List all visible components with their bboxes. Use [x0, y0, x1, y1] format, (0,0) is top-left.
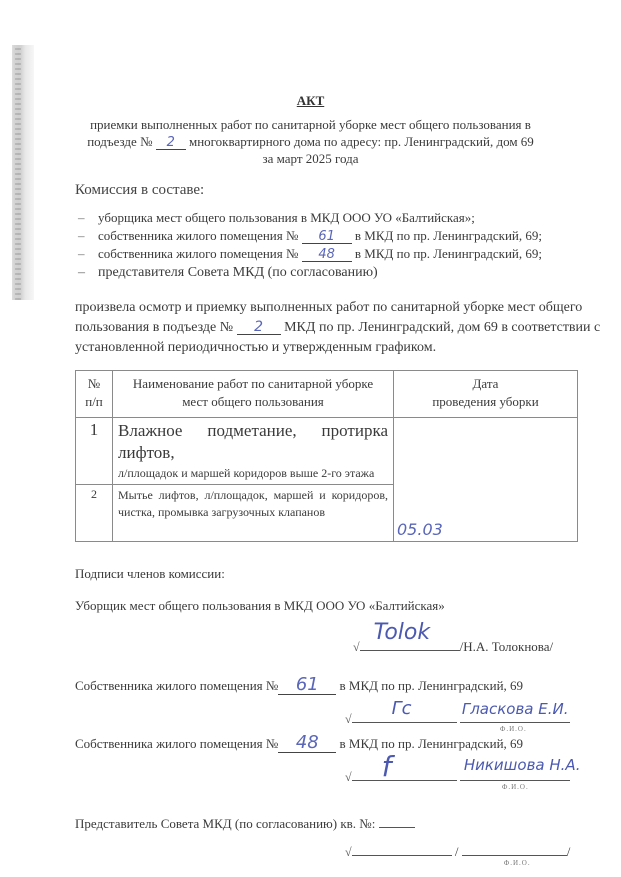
list-dash: –	[78, 228, 85, 243]
apartment-number-field[interactable]: 61	[302, 230, 352, 244]
check-mark: √	[345, 712, 352, 726]
document-title: АКТ	[296, 93, 325, 108]
owner1-suffix: в МКД по пр. Ленинградский, 69	[339, 678, 524, 693]
statement-line2	[75, 318, 600, 337]
check-mark: √	[353, 640, 360, 654]
table-header-row	[76, 371, 578, 418]
signatures-label: Подписи членов комиссии:	[75, 566, 225, 581]
list-dash: –	[78, 265, 85, 280]
council-signature-field[interactable]	[352, 843, 452, 856]
row-work-name: Влажное подметание, протирка лифтов, л/площадок и маршей коридоров выше 2-го этажа	[113, 418, 394, 485]
fio-label: Ф.И.О.	[499, 725, 527, 733]
owner1-row	[75, 676, 523, 695]
owner1-prefix: Собственника жилого помещения №	[75, 678, 279, 693]
commission-member-owner-61	[78, 228, 542, 244]
member-suffix: в МКД по пр. Ленинградский, 69;	[354, 246, 543, 261]
commission-member-council	[78, 265, 378, 281]
cleaner-signature-field[interactable]	[360, 620, 460, 651]
document-subtitle-line2	[0, 134, 621, 150]
table-row	[76, 418, 578, 485]
owner1-name-field[interactable]	[460, 700, 570, 733]
council-apartment-field[interactable]	[379, 815, 415, 828]
owner1-signature-row	[345, 698, 570, 733]
council-row	[75, 815, 415, 832]
owner2-name: Никишова Н.А.	[463, 756, 581, 774]
owner2-signature-field[interactable]	[352, 750, 457, 783]
works-table	[75, 370, 578, 542]
owner2-suffix: в МКД по пр. Ленинградский, 69	[339, 736, 524, 751]
owner1-apartment-field[interactable]: 61	[278, 676, 336, 695]
owner2-signature: f	[381, 750, 392, 783]
fio-label: Ф.И.О.	[501, 783, 529, 791]
commission-member-cleaner	[78, 210, 475, 226]
owner2-row	[75, 734, 523, 753]
council-name-field[interactable]	[462, 843, 567, 867]
header-work-name: Наименование работ по санитарной уборке мест общего пользования	[113, 371, 394, 418]
owner1-name: Гласкова Е.И.	[461, 700, 569, 718]
member-suffix: в МКД по пр. Ленинградский, 69;	[354, 228, 543, 243]
subtitle-prefix: подъезде №	[87, 134, 153, 149]
check-mark: √	[345, 770, 352, 784]
list-dash: –	[78, 210, 85, 225]
slash: /	[454, 844, 459, 859]
row-number: 1	[76, 418, 113, 485]
document-subtitle-line1: приемки выполненных работ по санитарной уборке мест общего пользования в	[90, 117, 531, 132]
commission-member-owner-48	[78, 246, 542, 262]
list-dash: –	[78, 246, 85, 261]
statement-prefix: пользования в подъезде №	[75, 320, 234, 335]
row-work-name: Мытье лифтов, л/площадок, маршей и коридоров, чистка, промывка загрузочных клапанов	[113, 485, 394, 542]
date-cell[interactable]	[394, 418, 578, 542]
slash: /	[566, 844, 571, 859]
owner1-signature-field[interactable]	[352, 698, 457, 723]
owner1-signature: Гс	[391, 698, 412, 719]
cleaner-role: Уборщик мест общего пользования в МКД ООО УО «Балтийская»	[75, 598, 445, 613]
cleaner-name: /Н.А. Толокнова/	[459, 639, 554, 654]
owner2-apartment-field[interactable]: 48	[278, 734, 336, 753]
scan-edge-artifact	[12, 45, 34, 300]
statement-entrance-field[interactable]: 2	[237, 320, 281, 335]
member-text: собственника жилого помещения №	[98, 246, 299, 261]
fio-label: Ф.И.О.	[503, 859, 531, 867]
statement-line3: установленной периодичностью и утвержденным графиком.	[75, 340, 437, 355]
date-value: 05.03	[397, 520, 443, 539]
cleaner-signature-row	[353, 620, 554, 655]
statement-suffix: МКД по пр. Ленинградский, дом 69 в соответствии с	[284, 320, 601, 335]
council-label: Представитель Совета МКД (по согласованию) кв. №:	[75, 816, 376, 831]
row-number: 2	[76, 485, 113, 542]
owner2-signature-row	[345, 750, 581, 791]
statement-line1: произвела осмотр и приемку выполненных работ по санитарной уборке мест общего	[75, 300, 583, 315]
header-number: № п/п	[76, 371, 113, 418]
member-text: собственника жилого помещения №	[98, 228, 299, 243]
apartment-number-field[interactable]: 48	[302, 248, 352, 262]
check-mark: √	[345, 845, 352, 859]
member-text: представителя Совета МКД (по согласованию)	[98, 265, 378, 280]
commission-label: Комиссия в составе:	[75, 182, 205, 198]
entrance-number-field[interactable]: 2	[156, 136, 186, 150]
subtitle-suffix: многоквартирного дома по адресу: пр. Ленинградский, дом 69	[188, 134, 534, 149]
document-period: за март 2025 года	[262, 151, 359, 166]
owner2-prefix: Собственника жилого помещения №	[75, 736, 279, 751]
owner2-name-field[interactable]	[460, 756, 581, 791]
council-signature-row	[345, 843, 571, 867]
cleaner-signature: Tolok	[373, 620, 431, 645]
member-text: уборщика мест общего пользования в МКД ООО УО «Балтийская»;	[98, 210, 475, 225]
header-date: Дата проведения уборки	[394, 371, 578, 418]
